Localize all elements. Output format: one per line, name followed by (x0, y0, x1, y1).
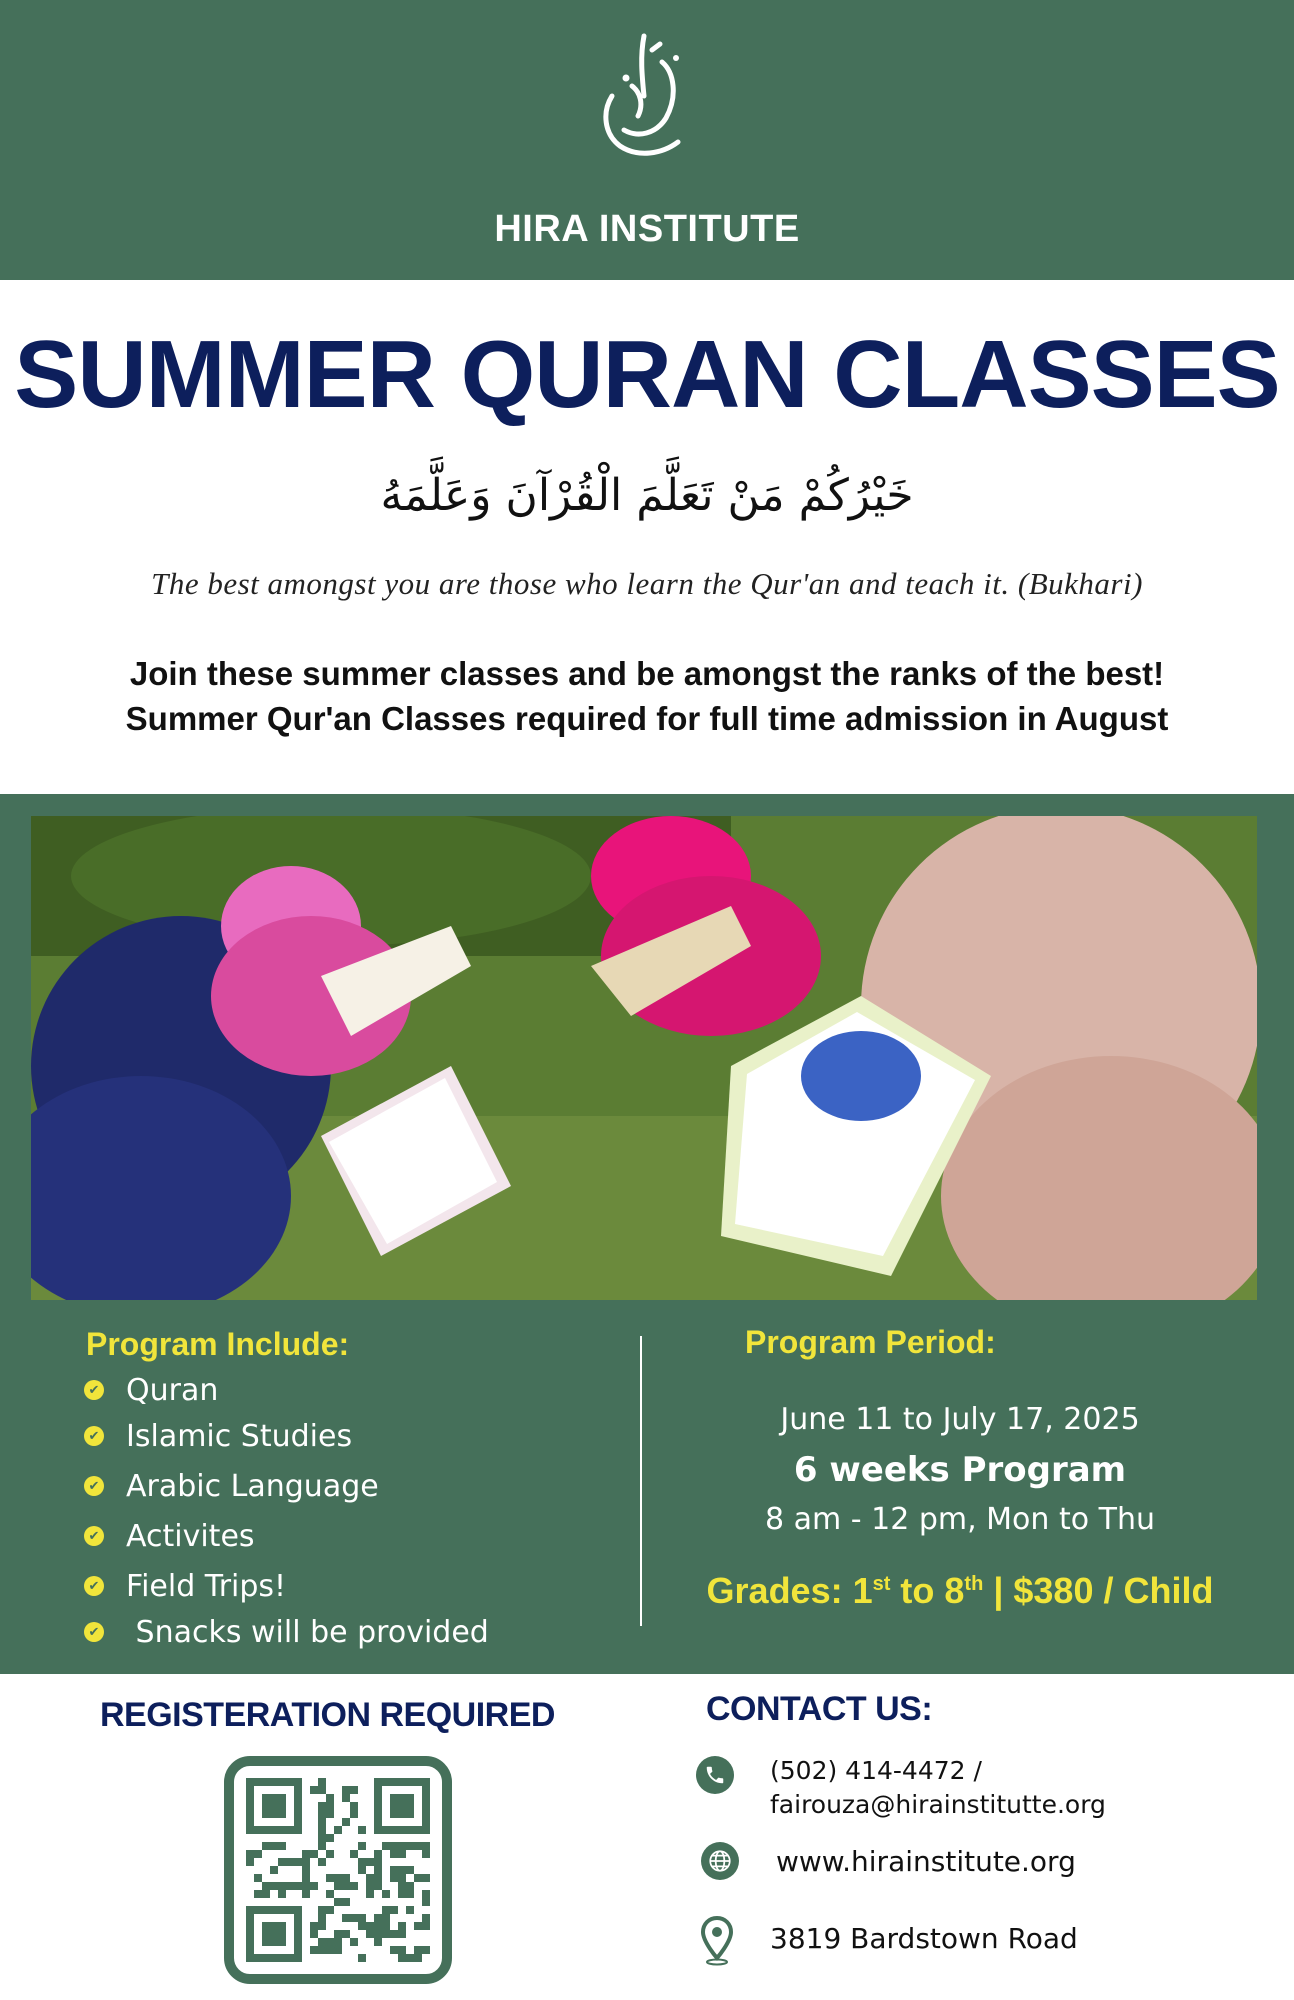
check-icon: ✔ (84, 1576, 104, 1596)
check-icon: ✔ (84, 1426, 104, 1446)
list-item: ✔ Arabic Language (84, 1466, 379, 1506)
globe-icon (701, 1842, 739, 1880)
grades-price: Grades: 1st to 8th | $380 / Child (706, 1570, 1214, 1611)
registration-title: REGISTERATION REQUIRED (100, 1696, 555, 1734)
list-item: ✔ Islamic Studies (84, 1416, 352, 1456)
intro-line-1: Join these summer classes and be amongst the ranks of the best! (129, 655, 1165, 692)
check-icon: ✔ (84, 1622, 104, 1642)
contact-address: 3819 Bardstown Road (770, 1922, 1078, 1955)
intro-line-2: Summer Qur'an Classes required for full time admission in August (125, 700, 1169, 737)
list-item: ✔ Snacks will be provided (84, 1612, 489, 1652)
list-item: ✔ Activites (84, 1516, 255, 1556)
institute-name: HIRA INSTITUTE (494, 208, 800, 250)
check-icon: ✔ (84, 1526, 104, 1546)
program-duration: 6 weeks Program (793, 1450, 1127, 1490)
page-title: SUMMER QURAN CLASSES (14, 321, 1280, 428)
students-reading-quran-photo (31, 816, 1257, 1300)
arabic-calligraphy-logo-icon (582, 26, 712, 176)
header-band (0, 0, 1294, 280)
list-item: ✔ Quran (84, 1370, 218, 1410)
program-dates: June 11 to July 17, 2025 (780, 1402, 1140, 1437)
phone-icon (696, 1756, 734, 1794)
arabic-verse: خَيْرُكُمْ مَنْ تَعَلَّمَ الْقُرْآنَ وَعَلَّمَهُ (380, 470, 914, 521)
check-icon: ✔ (84, 1476, 104, 1496)
check-icon: ✔ (84, 1380, 104, 1400)
hadith-translation: The best amongst you are those who learn the Qur'an and teach it. (Bukhari) (151, 566, 1143, 601)
location-pin-icon (700, 1916, 734, 1966)
list-item: ✔ Field Trips! (84, 1566, 286, 1606)
contact-phone-email[interactable]: (502) 414-4472 / fairouza@hirainstitutte.org (770, 1756, 1106, 1819)
qr-code-icon[interactable] (224, 1756, 452, 1984)
column-divider (640, 1336, 642, 1626)
contact-title: CONTACT US: (706, 1690, 933, 1728)
program-include-title: Program Include: (86, 1326, 350, 1362)
program-period-title: Program Period: (745, 1324, 996, 1360)
contact-website[interactable]: www.hirainstitute.org (776, 1845, 1076, 1878)
program-hours: 8 am - 12 pm, Mon to Thu (765, 1502, 1155, 1537)
